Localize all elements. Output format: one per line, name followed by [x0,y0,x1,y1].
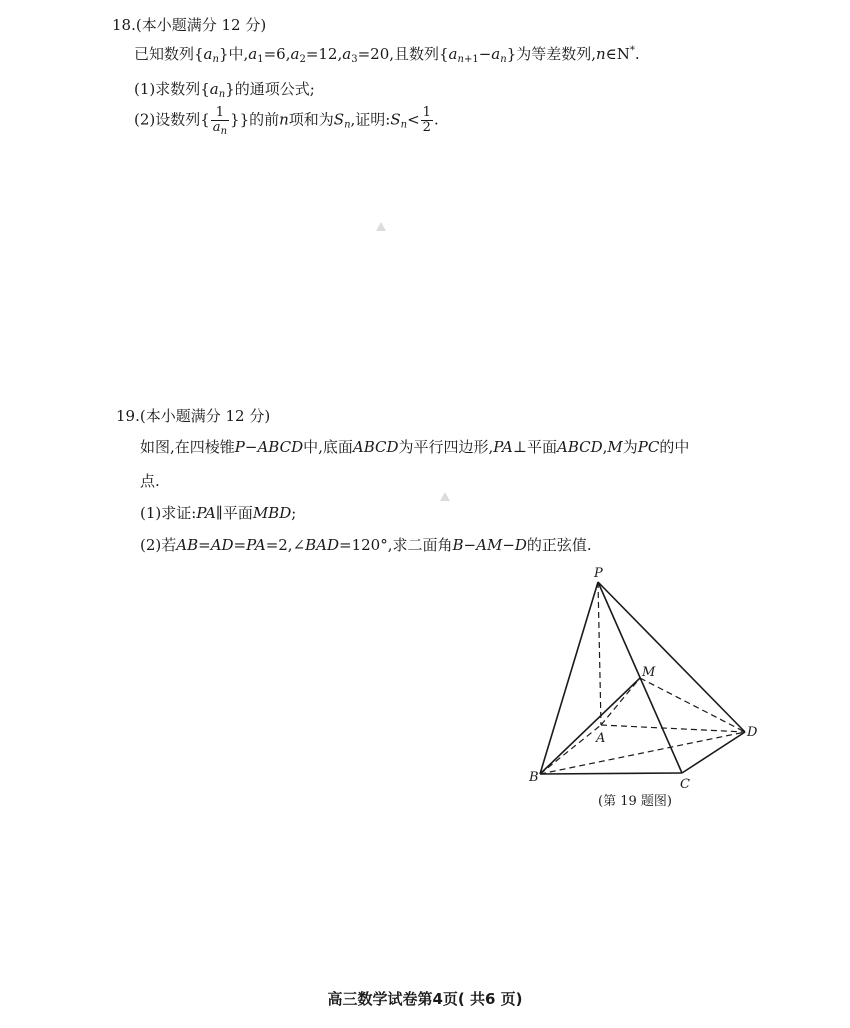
label-P: P [594,566,603,581]
edge-AM-dashed [601,678,640,725]
faint-triangle-mark [376,222,386,231]
edge-PA-dashed [598,582,601,725]
fraction-one-over-an: $\frac{1}{a_n}$ [212,105,228,137]
edge-PC [598,582,682,773]
problem-19-stem-cont: 点. [140,472,160,490]
edge-PD [598,582,745,732]
edge-MD-dashed [640,678,745,732]
label-A: A [596,731,606,746]
pyramid-figure [520,562,770,792]
label-B: B [529,770,539,785]
problem-19-part-2: (2)若AB=AD=PA=2,∠BAD=120°,求二面角B−AM−D的正弦值. [140,536,592,554]
problem-19-part-1: (1)求证:PA∥平面MBD; [140,504,297,522]
problem-19-stem: 如图,在四棱锥P−ABCD中,底面ABCD为平行四边形,PA⊥平面ABCD,M为PC的中 [140,438,690,456]
faint-triangle-mark [440,492,450,501]
label-D: D [747,725,758,740]
problem-18-part-2: (2)设数列{ $\frac{1}{a_n}$ }}的前n项和为$S_n$,证明$:S_n<$ $\frac{1}{2}$ . [134,105,439,137]
edge-BC [540,773,682,774]
label-C: C [680,777,690,792]
problem-18-part-1: (1)求数列$\{a_n\}$的通项公式; [134,80,315,100]
problem-18-stem: 已知数列$\{a_n\}$中$,a_1=6,a_2=12,a_3=20$,且数列$\{a_{n+1}-a_n\}$为等差数列,n∈N*. [134,45,640,65]
page-footer: 高三数学试卷第4页( 共6 页) [327,990,523,1008]
problem-19-heading: 19.(本小题满分 12 分) [116,407,271,425]
figure-caption: (第 19 题图) [598,794,672,809]
fraction-one-half: $\frac{1}{2}$ [422,105,431,135]
edge-AB-dashed [540,725,601,774]
edge-AD-dashed [601,725,745,732]
edge-CD [682,732,745,773]
edge-BD-dashed [540,732,745,774]
label-M: M [642,665,656,680]
problem-18-heading: 18.(本小题满分 12 分) [112,16,267,34]
